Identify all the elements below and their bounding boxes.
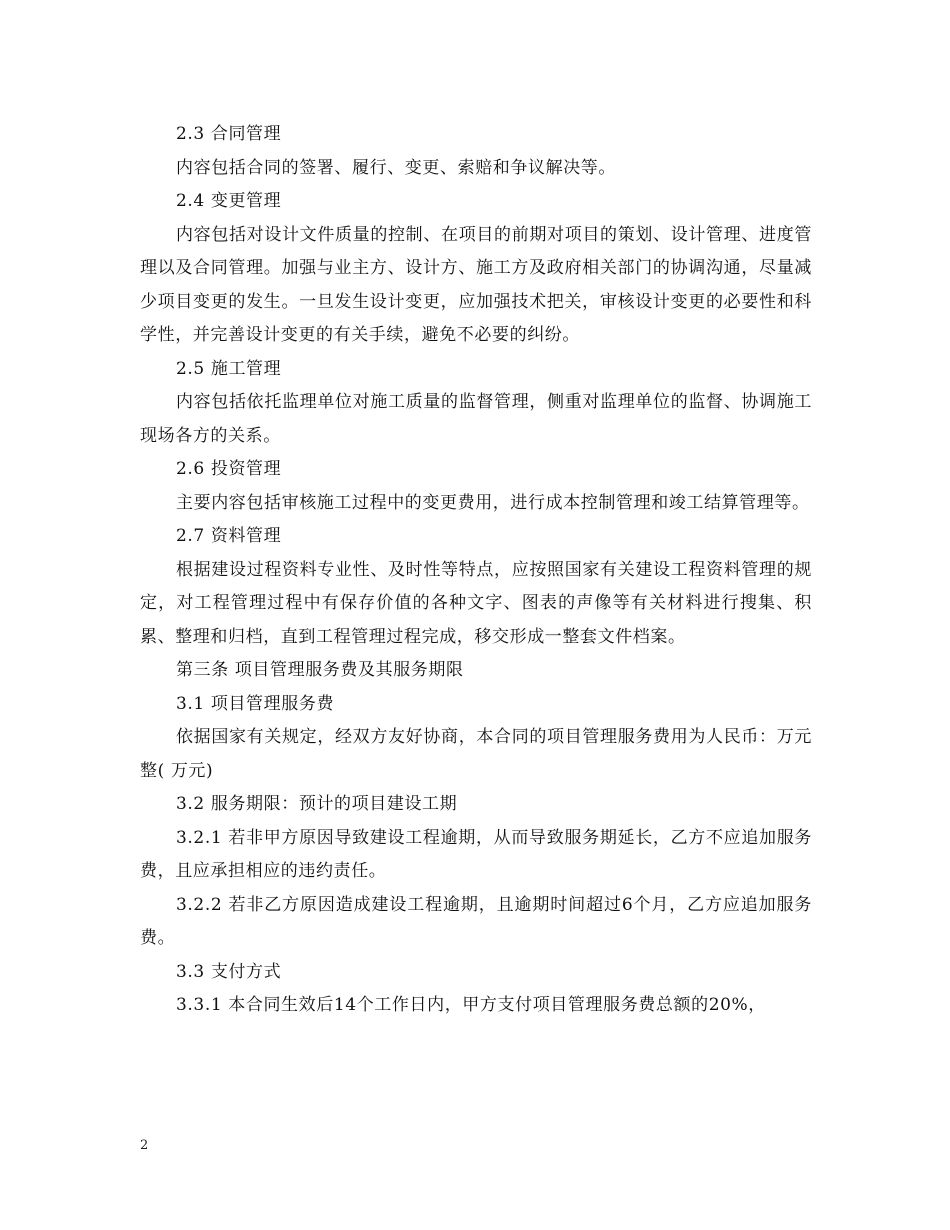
paragraph: 依据国家有关规定，经双方友好协商，本合同的项目管理服务费用为人民币：万元整( 万元)	[140, 727, 812, 781]
paragraph: 内容包括合同的签署、履行、变更、索赔和争议解决等。	[176, 157, 616, 178]
document-body	[140, 118, 812, 1023]
section-heading-2-4: 2.4 变更管理	[176, 191, 282, 211]
section-heading-3-3: 3.3 支付方式	[176, 961, 282, 982]
section-heading-2-5: 2.5 施工管理	[176, 358, 282, 379]
section-heading-3-1: 3.1 项目管理服务费	[176, 693, 335, 714]
section-heading-2-6: 2.6 投资管理	[176, 459, 282, 479]
section-heading-3-2: 3.2 服务期限：预计的项目建设工期	[176, 794, 458, 814]
paragraph: 内容包括依托监理单位对施工质量的监督管理，侧重对监理单位的监督、协调施工现场各方的关系。	[140, 392, 812, 446]
section-heading-2-3: 2.3 合同管理	[176, 124, 282, 144]
paragraph: 3.3.1 本合同生效后14个工作日内，甲方支付项目管理服务费总额的20%，	[176, 995, 766, 1015]
article-heading-3: 第三条 项目管理服务费及其服务期限	[176, 660, 464, 680]
paragraph: 根据建设过程资料专业性、及时性等特点，应按照国家有关建设工程资料管理的规定，对工程管理过程中有保存价值的各种文字、图表的声像等有关材料进行搜集、积累、整理和归档，直到工程管理过程完成，移交形成一整套文件档案。	[140, 559, 812, 647]
page-number: 2	[140, 1138, 149, 1153]
paragraph: 主要内容包括审核施工过程中的变更费用，进行成本控制管理和竣工结算管理等。	[176, 492, 810, 513]
paragraph: 内容包括对设计文件质量的控制、在项目的前期对项目的策划、设计管理、进度管理以及合同管理。加强与业主方、设计方、施工方及政府相关部门的协调沟通，尽量减少项目变更的发生。一旦发生设计变更，应加强技术把关，审核设计变更的必要性和科学性，并完善设计变更的有关手续，避免不必要的纠纷。	[140, 224, 812, 345]
paragraph: 3.2.1 若非甲方原因导致建设工程逾期，从而导致服务期延长，乙方不应追加服务费，且应承担相应的违约责任。	[140, 827, 812, 881]
section-heading-2-7: 2.7 资料管理	[176, 526, 282, 546]
paragraph: 3.2.2 若非乙方原因造成建设工程逾期，且逾期时间超过6个月，乙方应追加服务费。	[140, 894, 812, 948]
